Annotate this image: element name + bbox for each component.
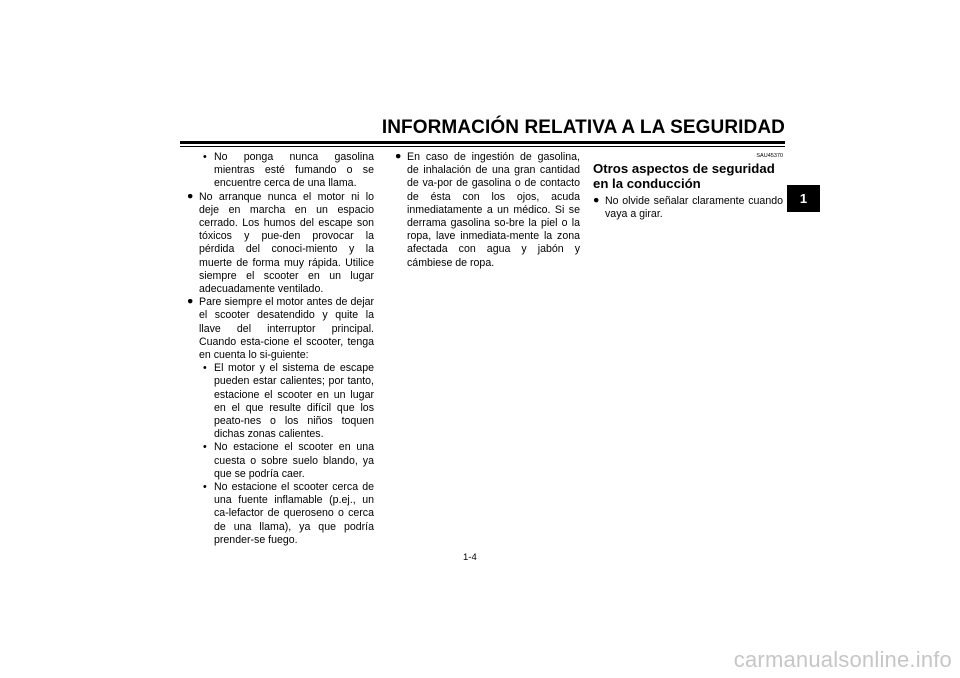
small-bullet-icon: •: [203, 151, 207, 163]
dot-bullet-icon: ●: [395, 150, 402, 162]
item-text: Pare siempre el motor antes de dejar el scooter desatendido y quite la llave del interruptor principal. Cuando esta-cione el scooter, tenga en cuenta lo si-guiente:: [199, 296, 374, 362]
page-number: 1-4: [463, 552, 477, 563]
item-text: No estacione el scooter cerca de una fuente inflamable (p.ej., un ca-lefactor de queroseno o cerca de una llama), ya que podría prender-se fuego.: [214, 481, 374, 546]
column-1: [187, 151, 374, 547]
page-title: INFORMACIÓN RELATIVA A LA SEGURIDAD: [381, 117, 785, 138]
dot-bullet-icon: ●: [187, 295, 194, 308]
header-rule-thin: [180, 146, 785, 147]
item-text: En caso de ingestión de gasolina, de inhalación de una gran cantidad de va-por de gasolina o de contacto de ésta con los ojos, acuda inmediatamente a un médico. Si se derrama gasolina so-bre la piel o la ropa, lave inmediata-mente la zona afectada con agua y jabón y cámbiese de ropa.: [407, 151, 580, 269]
dot-bullet-icon: ●: [187, 189, 194, 202]
small-bullet-icon: •: [203, 441, 207, 454]
sub-bullet-item: [187, 151, 374, 191]
section-code: SAU45370: [756, 153, 783, 159]
item-text: No arranque nunca el motor ni lo deje en marcha en un espacio cerrado. Los humos del escape son tóxicos y pue-den provocar la pérdida del conoci-miento y la muerte de forma muy rápida. Utilice siempre el scooter en un lugar adecuadamente ventilado.: [199, 190, 374, 296]
dot-bullet-icon: ●: [593, 194, 600, 206]
bullet-item: [593, 195, 783, 221]
column-3: [593, 151, 783, 221]
sub-bullet-item: [187, 481, 374, 547]
bullet-item: [395, 151, 580, 270]
item-text: No estacione el scooter en una cuesta o sobre suelo blando, ya que se podría caer.: [214, 441, 374, 480]
column-2: [395, 151, 580, 270]
small-bullet-icon: •: [203, 481, 207, 494]
item-text: No olvide señalar claramente cuando vaya a girar.: [605, 195, 783, 221]
bullet-item: [187, 191, 374, 297]
sub-bullet-item: [187, 362, 374, 441]
bullet-item: [187, 296, 374, 362]
item-text: No ponga nunca gasolina mientras esté fumando o se encuentre cerca de una llama.: [214, 151, 374, 190]
header-rule-thick: [180, 141, 785, 144]
section-title: Otros aspectos de seguridad en la conducción: [593, 161, 775, 191]
item-text: El motor y el sistema de escape pueden estar calientes; por tanto, estacione el scooter en un lugar en el que resulte difícil que los peato-nes o los niños toquen dichas zonas calientes.: [214, 362, 374, 441]
chapter-tab: 1: [787, 185, 820, 212]
small-bullet-icon: •: [203, 362, 207, 375]
page-header: [380, 116, 785, 140]
watermark: carmanualsonline.info: [733, 647, 952, 672]
sub-bullet-item: [187, 441, 374, 481]
